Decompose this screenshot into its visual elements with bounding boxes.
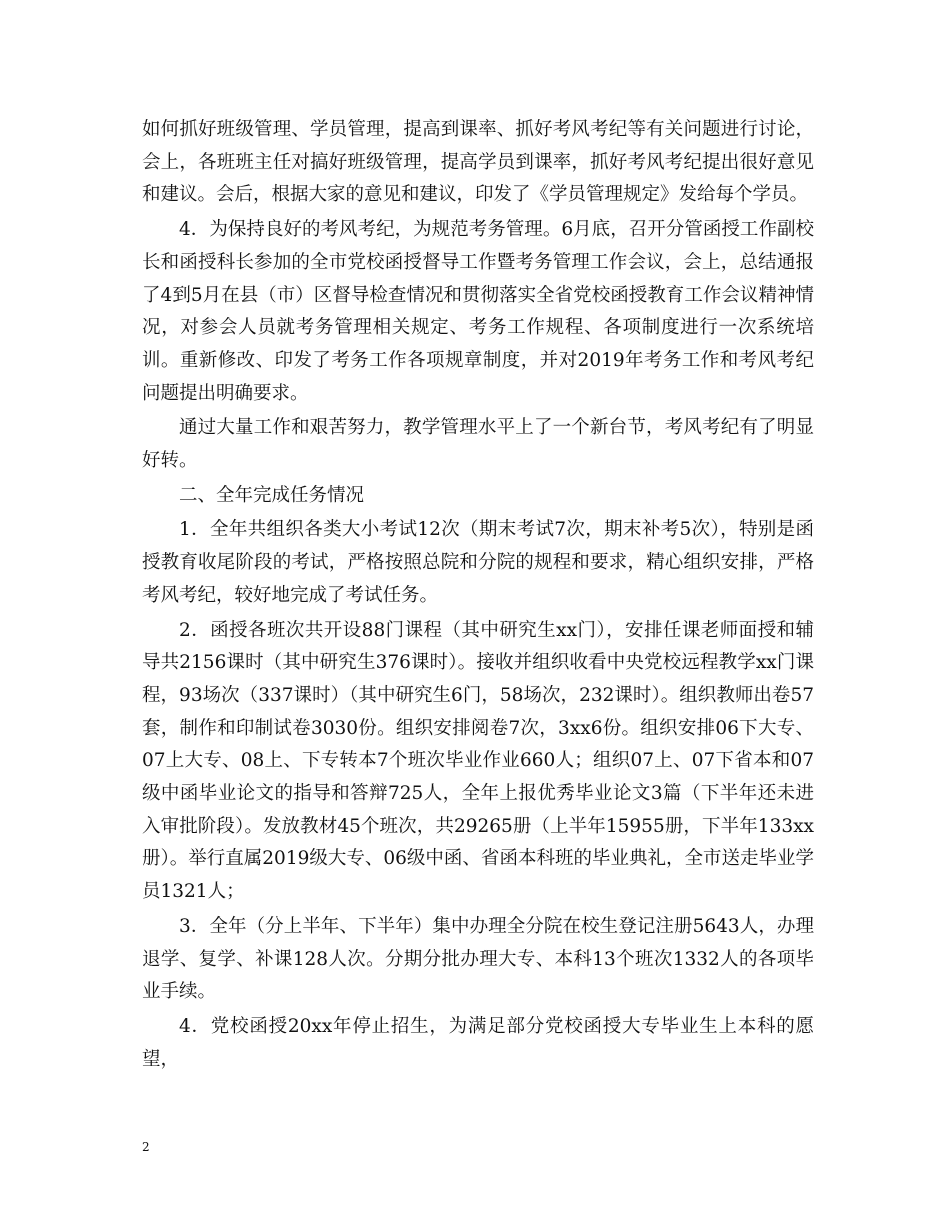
paragraph-6: 3．全年（分上半年、下半年）集中办理全分院在校生登记注册5643人，办理退学、复学、补课128人次。分期分批办理大专、本科13个班次1332人的各项毕业手续。	[142, 915, 814, 1003]
paragraph-2: 4．为保持良好的考风考纪，为规范考务管理。6月底，召开分管函授工作副校长和函授科长参加的全市党校函授督导工作暨考务管理工作会议，会上，总结通报了4到5月在县（市）区督导检查情况和贯彻落实全省党校函授教育工作会议精神情况，对参会人员就考务管理相关规定、考务工作规程、各项制度进行一次系统培训。重新修改、印发了考务工作各项规章制度，并对2019年考务工作和考风考纪问题提出明确要求。	[142, 219, 814, 404]
page-number: 2	[142, 1140, 150, 1154]
paragraph-4: 1．全年共组织各类大小考试12次（期末考试7次，期末补考5次），特别是函授教育收尾阶段的考试，严格按照总院和分院的规程和要求，精心组织安排，严格考风考纪，较好地完成了考试任务。	[142, 519, 814, 606]
section-heading: 二、全年完成任务情况	[179, 484, 365, 506]
paragraph-3: 通过大量工作和艰苦努力，教学管理水平上了一个新台节，考风考纪有了明显好转。	[142, 417, 814, 472]
paragraph-7: 4．党校函授20xx年停止招生，为满足部分党校函授大专毕业生上本科的愿望，	[142, 1015, 814, 1070]
document-body	[142, 114, 814, 1078]
paragraph-1: 如何抓好班级管理、学员管理，提高到课率、抓好考风考纪等有关问题进行讨论，会上，各班班主任对搞好班级管理，提高学员到课率，抓好考风考纪提出很好意见和建议。会后，根据大家的意见和建议，印发了《学员管理规定》发给每个学员。	[142, 119, 814, 206]
paragraph-5: 2．函授各班次共开设88门课程（其中研究生xx门），安排任课老师面授和辅导共2156课时（其中研究生376课时）。接收并组织收看中央党校远程教学xx门课程，93场次（337课时）（其中研究生6门，58场次，232课时）。组织教师出卷57套，制作和印制试卷3030份。组织安排阅卷7次，3xx6份。组织安排06下大专、07上大专、08上、下专转本7个班次毕业作业660人；组织07上、07下省本和07级中函毕业论文的指导和答辩725人，全年上报优秀毕业论文3篇（下半年还未进入审批阶段）。发放教材45个班次，共29265册（上半年15955册，下半年133xx册）。举行直属2019级大专、06级中函、省函本科班的毕业典礼，全市送走毕业学员1321人；	[142, 619, 814, 903]
